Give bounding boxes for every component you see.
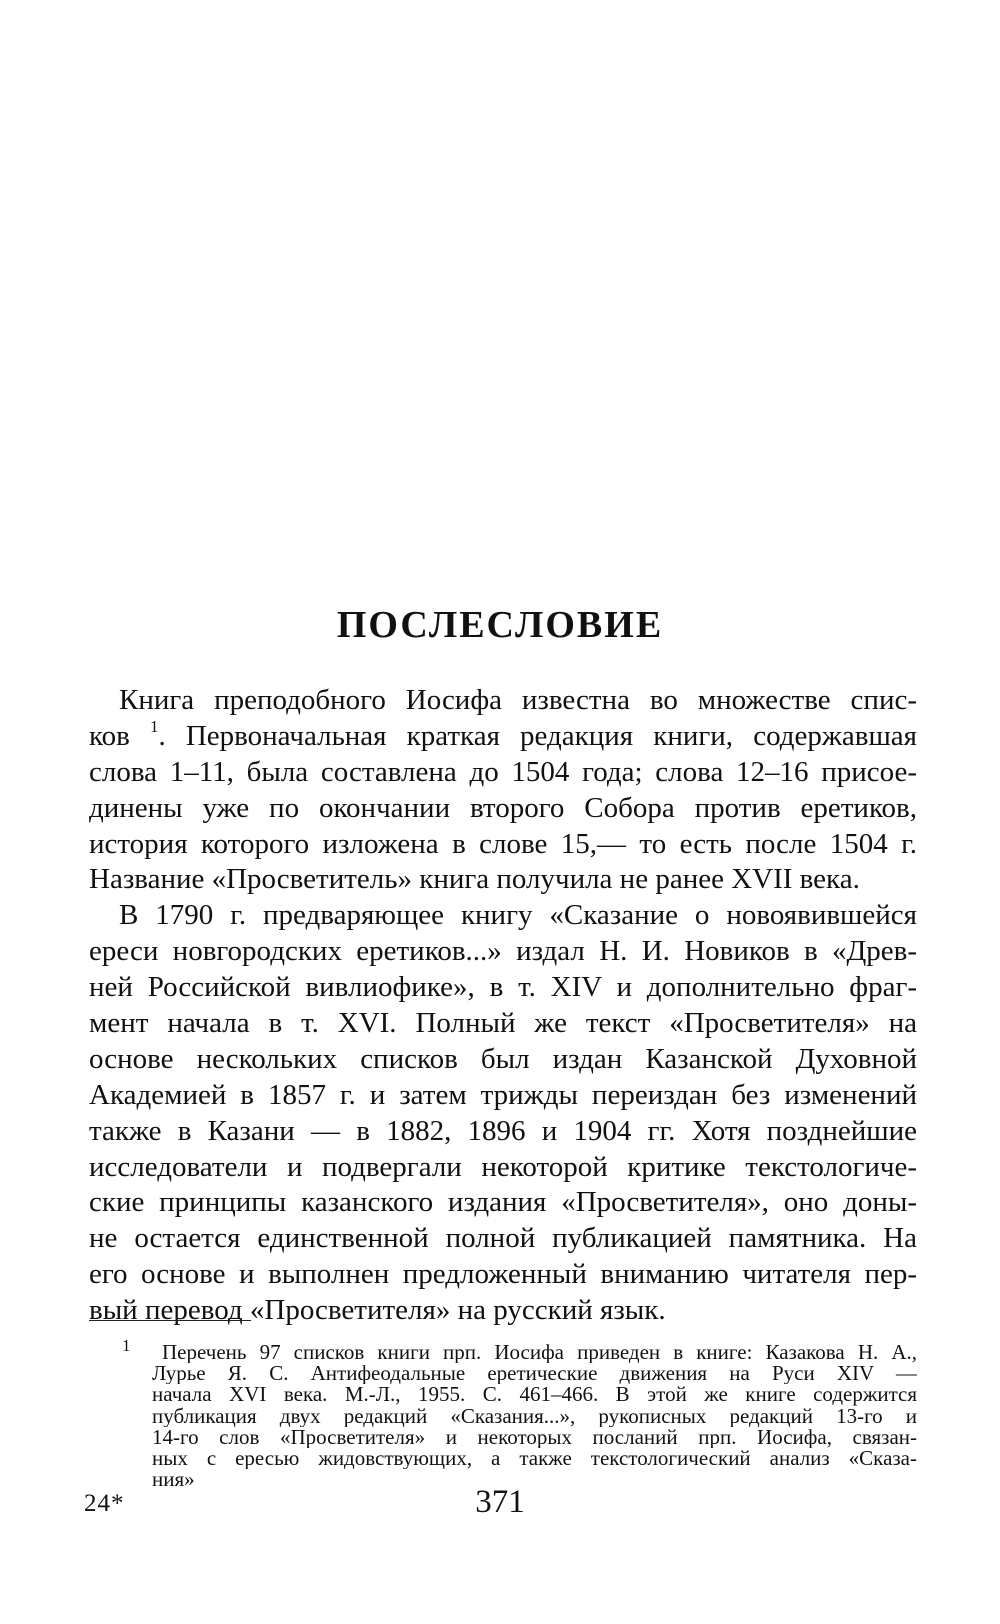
text-fragment: . Первоначальная краткая редакция книги, содержавшая — [158, 719, 917, 752]
paragraph-2-line: вый перевод «Просветителя» на русский язык. — [89, 1294, 666, 1327]
footnote-line: начала XVI века. М.-Л., 1955. С. 461–466. В этой же книге содержится — [152, 1384, 917, 1406]
footnote-line: Лурье Я. С. Антифеодальные еретические движения на Руси XIV — — [152, 1363, 917, 1385]
footnote-divider — [89, 1320, 251, 1321]
footnote-text — [152, 1342, 917, 1490]
footnote-line: ния» — [152, 1469, 195, 1491]
footnote-line: Перечень 97 списков книги прп. Иосифа приведен в книге: Казакова Н. А., — [162, 1342, 917, 1364]
paragraph-1-line: история которого изложена в слове 15,— то есть после 1504 г. — [89, 827, 917, 860]
footnote-reference[interactable]: 1 — [149, 718, 159, 736]
footnote-mark: 1 — [122, 1336, 131, 1355]
paragraph-1-line — [89, 719, 917, 755]
paragraph-2-line: Академией в 1857 г. и затем трижды переиздан без изменений — [89, 1078, 917, 1111]
chapter-heading: ПОСЛЕСЛОВИЕ — [336, 604, 664, 646]
paragraph-1-line: Книга преподобного Иосифа известна во множестве спис- — [119, 684, 917, 716]
printer-signature-mark: 24* — [84, 1490, 125, 1517]
text-fragment: ков — [89, 719, 150, 752]
paragraph-2-line: ней Российской вивлиофике», в т. XIV и дополнительно фраг- — [89, 971, 917, 1004]
paragraph-2-line: исследователи и подвергали некоторой критике текстологиче- — [89, 1150, 917, 1183]
paragraph-2-line: его основе и выполнен предложенный вниманию читателя пер- — [89, 1258, 917, 1291]
footnote-line: ных с ересью жидовствующих, а также текстологический анализ «Сказа- — [152, 1447, 917, 1470]
footnote-line: публикация двух редакций «Сказания...», рукописных редакций 13-го и — [152, 1405, 917, 1427]
paragraph-1-line: слова 1–11, была составлена до 1504 года; слова 12–16 присое- — [89, 755, 917, 788]
footnote — [89, 1336, 917, 1491]
paragraph-2-line: не остается единственной полной публикацией памятника. На — [89, 1222, 917, 1255]
footnote-line: 14-го слов «Просветителя» и некоторых посланий прп. Иосифа, связан- — [152, 1426, 917, 1448]
main-text — [89, 683, 917, 1329]
paragraph-2-line: ские принципы казанского издания «Просветителя», оно доны- — [89, 1186, 917, 1219]
paragraph-2-line: мент начала в т. XVI. Полный же текст «Просветителя» на — [89, 1007, 917, 1040]
paragraph-2-line: основе нескольких списков был издан Казанской Духовной — [89, 1042, 917, 1075]
page-number: 371 — [475, 1484, 525, 1520]
paragraph-2-line: В 1790 г. предваряющее книгу «Сказание о новоявившейся — [119, 899, 917, 932]
paragraph-2-line: также в Казани — в 1882, 1896 и 1904 гг. Хотя позднейшие — [89, 1114, 917, 1147]
paragraph-1-line: динены уже по окончании второго Собора против еретиков, — [89, 791, 917, 824]
paragraph-1-line: Название «Просветитель» книга получила не ранее XVII века. — [89, 863, 860, 896]
paragraph-2-line: ереси новгородских еретиков...» издал Н. И. Новиков в «Древ- — [89, 935, 917, 968]
